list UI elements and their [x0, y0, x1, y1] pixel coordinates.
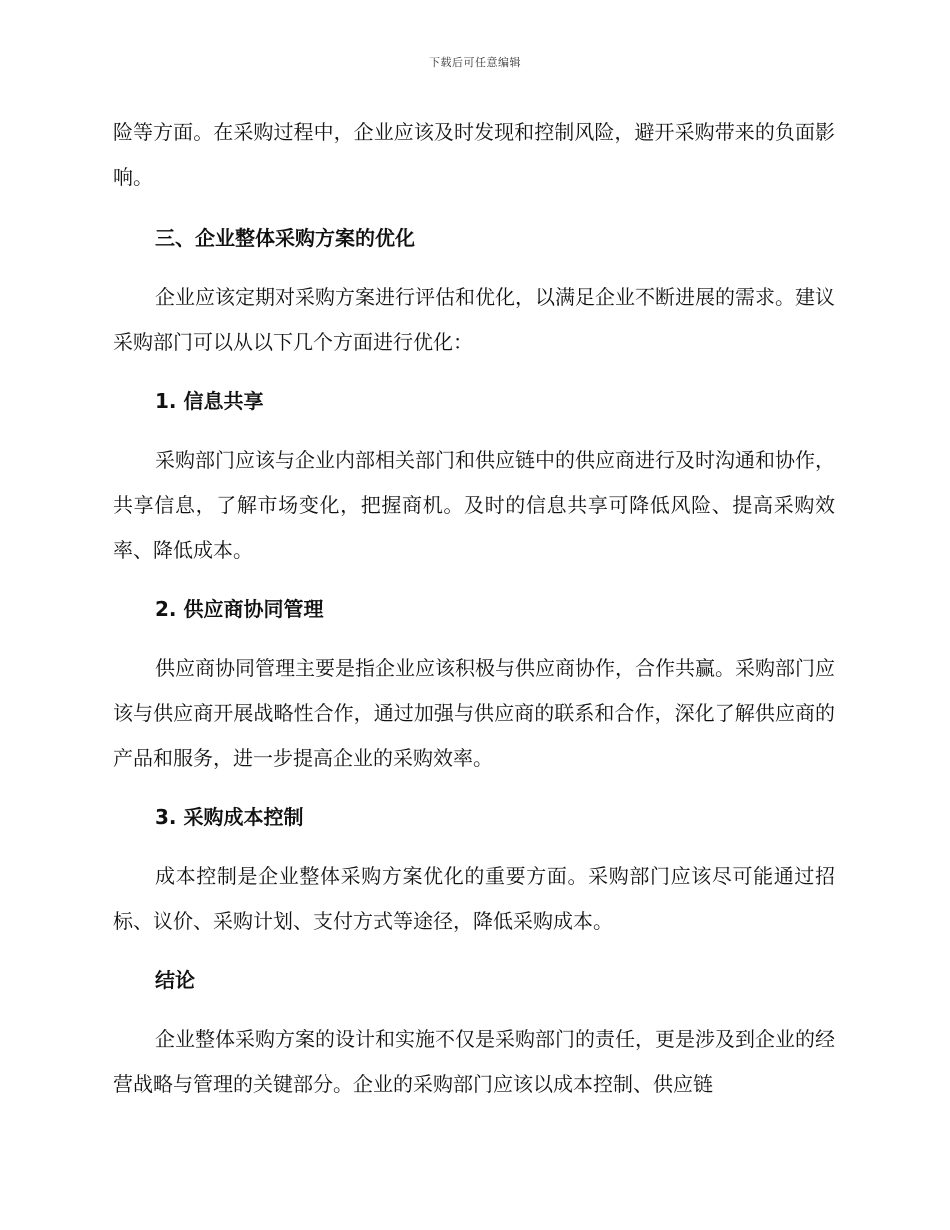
paragraph-conclusion: 企业整体采购方案的设计和实施不仅是采购部门的责任，更是涉及到企业的经营战略与管理的关键部分。企业的采购部门应该以成本控制、供应链	[113, 1027, 835, 1096]
heading-conclusion: 结论	[155, 968, 195, 992]
subheading-supplier-collaboration: 2. 供应商协同管理	[155, 597, 324, 621]
paragraph-cost-control: 成本控制是企业整体采购方案优化的重要方面。采购部门应该尽可能通过招标、议价、采购计划、支付方式等途径，降低采购成本。	[113, 864, 835, 933]
page-header: 下载后可任意编辑	[429, 56, 521, 69]
subheading-cost-control: 3. 采购成本控制	[155, 805, 304, 829]
section-heading-optimization: 三、企业整体采购方案的优化	[155, 226, 415, 250]
paragraph-supplier-collaboration: 供应商协同管理主要是指企业应该积极与供应商协作，合作共赢。采购部门应该与供应商开展战略性合作，通过加强与供应商的联系和合作，深化了解供应商的产品和服务，进一步提高企业的采购效率。	[113, 656, 835, 770]
subheading-info-sharing: 1. 信息共享	[155, 389, 264, 413]
paragraph-info-sharing: 采购部门应该与企业内部相关部门和供应链中的供应商进行及时沟通和协作，共享信息，了解市场变化，把握商机。及时的信息共享可降低风险、提高采购效率、降低成本。	[113, 448, 835, 562]
document-body	[113, 110, 835, 1107]
paragraph-section-intro: 企业应该定期对采购方案进行评估和优化，以满足企业不断进展的需求。建议采购部门可以从以下几个方面进行优化：	[113, 285, 835, 354]
paragraph-continued: 险等方面。在采购过程中，企业应该及时发现和控制风险，避开采购带来的负面影响。	[113, 120, 835, 189]
